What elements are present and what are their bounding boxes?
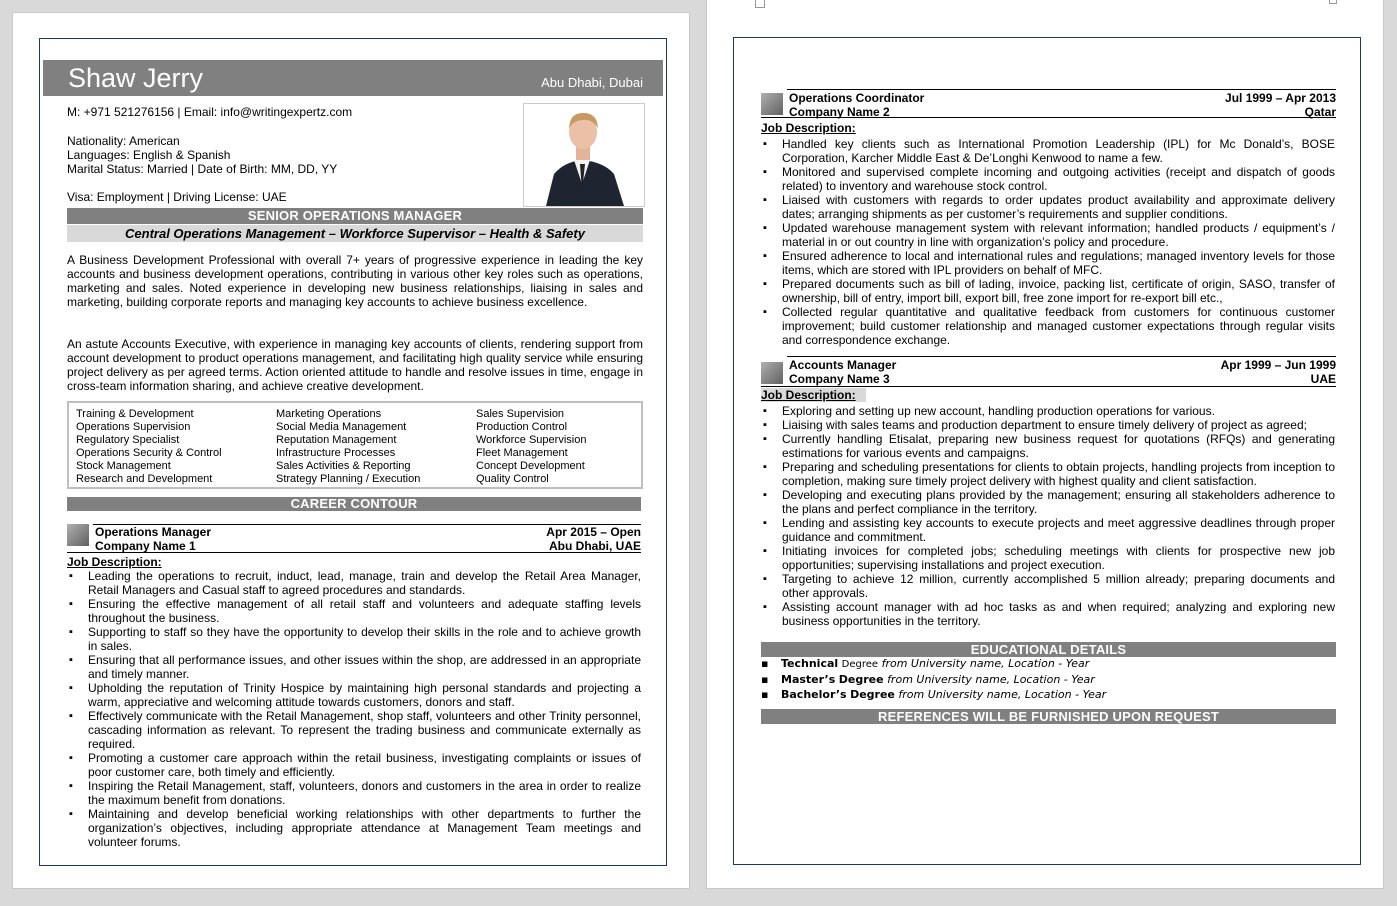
list-item: ▪ Collected regular quantitative and qualitative feedback from customers for continuous customer improvement; build customer relationship and managed customer expectations through regular visits and correspondence exchange. xyxy=(762,305,1335,347)
skill-item: Quality Control xyxy=(476,473,549,485)
job-header-1 xyxy=(67,524,641,554)
list-item: ▪ Ensuring the effective management of all retail staff and volunteers and adequate staffing levels throughout the business. xyxy=(68,597,641,625)
skill-item: Sales Activities & Reporting xyxy=(276,460,411,472)
list-item: ▪ Updated warehouse management system with relevant information; handled products / equipment’s / material in or out country in line with organization’s policy and procedure. xyxy=(762,221,1335,249)
summary-paragraph-1: A Business Development Professional with overall 7+ years of progressive experience in leading the key accounts and business development operations, contributing in various other key roles such as operations, marketing and sales. Noted experience in developing new business relationships, liaising in sales and marketing, building corporate reports and managing key accounts to achieve business excellence. xyxy=(67,253,643,309)
job-dates: Apr 1999 – Jun 1999 xyxy=(1220,358,1336,372)
list-item: ▪ Monitored and supervised complete incoming and outgoing activities (receipt and dispatch of goods related) to inventory and warehouse stock control. xyxy=(762,165,1335,193)
job-place: Abu Dhabi, UAE xyxy=(549,539,641,553)
resume-page-2 xyxy=(706,0,1384,889)
skill-item: Strategy Planning / Execution xyxy=(276,473,421,485)
education-list xyxy=(761,656,1106,702)
ruler-marker-icon xyxy=(1329,0,1337,4)
list-item: ▪ Assisting account manager with ad hoc tasks as and when required; analyzing and exploring new business opportunities in the territory. xyxy=(762,600,1335,628)
role-subtitle-bar: Central Operations Management – Workforce Supervisor – Health & Safety xyxy=(67,225,643,242)
marital-status: Marital Status: Married | Date of Birth: MM, DD, YY xyxy=(67,162,338,176)
job-dates: Apr 2015 – Open xyxy=(546,525,641,539)
list-item: ▪ Ensuring that all performance issues, and other issues within the shop, are addressed in an appropriate and timely manner. xyxy=(68,653,641,681)
skill-item: Production Control xyxy=(476,421,568,433)
education-heading-bar: EDUCATIONAL DETAILS xyxy=(761,642,1336,657)
candidate-location: Abu Dhabi, Dubai xyxy=(541,75,643,90)
list-item: ▪ Upholding the reputation of Trinity Hospice by maintaining high personal standards and projecting a warm, appreciative and welcoming attitude towards customers, donors and staff. xyxy=(68,681,641,709)
references-bar: REFERENCES WILL BE FURNISHED UPON REQUEST xyxy=(761,709,1336,724)
skill-item: Operations Supervision xyxy=(76,421,191,433)
list-item: ▪ Promoting a customer care approach within the retail business, investigating complaints or issues of poor customer care, both timely and efficiently. xyxy=(68,751,641,779)
job-company: Company Name 2 xyxy=(789,105,890,119)
nationality: Nationality: American xyxy=(67,134,180,148)
list-item: ▪ Exploring and setting up new account, handling production operations for various. xyxy=(762,404,1335,418)
job-title: Accounts Manager xyxy=(789,358,897,372)
skill-item: Reputation Management xyxy=(276,434,397,446)
job-marker-icon xyxy=(761,93,783,115)
languages: Languages: English & Spanish xyxy=(67,148,231,162)
skill-item: Workforce Supervision xyxy=(476,434,587,446)
job-2-bullets xyxy=(762,137,1335,347)
list-item: ▪ Supporting to staff so they have the opportunity to develop their skills in the role and to achieve growth in sales. xyxy=(68,625,641,653)
skill-item: Sales Supervision xyxy=(476,408,565,420)
skills-column-2 xyxy=(276,408,420,486)
job-header-3 xyxy=(761,356,1336,386)
skill-item: Regulatory Specialist xyxy=(76,434,180,446)
list-item: ▪ Lending and assisting key accounts to execute projects and meet aggressive deadlines through proper guidance and commitment. xyxy=(762,516,1335,544)
list-item: ▪ Developing and executing plans provided by the management; ensuring all stakeholders adherence to the plans and perfect compliance in the territory. xyxy=(762,488,1335,516)
list-item: ▪ Initiating invoices for completed jobs; scheduling meetings with clients for prospective new job opportunities; supervising installations and project execution. xyxy=(762,544,1335,572)
list-item: ▪ Effectively communicate with the Retail Management, shop staff, volunteers and other Trinity personnel, cascading information as relevant. To represent the trading business and communicate externally as required. xyxy=(68,709,641,751)
skill-item: Social Media Management xyxy=(276,421,407,433)
skill-item: Marketing Operations xyxy=(276,408,382,420)
job-company: Company Name 3 xyxy=(789,372,890,386)
skill-item: Concept Development xyxy=(476,460,585,472)
job-title: Operations Manager xyxy=(95,525,212,539)
job-title: Operations Coordinator xyxy=(789,91,925,105)
list-item: ▪ Leading the operations to recruit, induct, lead, manage, train and develop the Retail Area Manager, Retail Managers and Casual staff to agreed procedures and standards. xyxy=(68,569,641,597)
job-1-bullets xyxy=(68,569,641,849)
skills-column-1 xyxy=(76,408,222,486)
job-header-2 xyxy=(761,89,1336,119)
job-marker-icon xyxy=(761,362,783,384)
list-item: ▪ Preparing and scheduling presentations for clients to obtain projects, handling projects from inception to completion, making sure timely project delivery with highest quality and client satisfaction. xyxy=(762,460,1335,488)
skill-item: Stock Management xyxy=(76,460,171,472)
skill-item: Infrastructure Processes xyxy=(276,447,396,459)
candidate-name: Shaw Jerry xyxy=(68,63,204,93)
skill-item: Research and Development xyxy=(76,473,213,485)
resume-page-1 xyxy=(12,12,690,889)
list-item: ▪ Ensured adherence to local and international rules and regulations; managed inventory levels for those items, which are stored with IPL providers on behalf of MFC. xyxy=(762,249,1335,277)
job-description-label: Job Description: xyxy=(761,121,856,135)
list-item: ▪ Master’s Degree from University name, Location - Year xyxy=(761,672,1106,687)
list-item: ▪ Technical Degree from University name, Location - Year xyxy=(761,656,1106,672)
job-description-label: Job Description: xyxy=(67,555,162,569)
visa-info: Visa: Employment | Driving License: UAE xyxy=(67,190,287,204)
skill-item: Operations Security & Control xyxy=(76,447,222,459)
ruler-marker-icon xyxy=(755,0,765,8)
skills-box xyxy=(67,401,643,489)
list-item: ▪ Currently handling Etisalat, preparing new business request for quotations (RFQs) and generating estimations for various events and campaigns. xyxy=(762,432,1335,460)
role-title-bar: SENIOR OPERATIONS MANAGER xyxy=(67,208,643,224)
job-place: UAE xyxy=(1310,372,1336,386)
job-place: Qatar xyxy=(1304,105,1336,119)
list-item: ▪ Targeting to achieve 12 million, currently accomplished 5 million already; preparing documents and other approvals. xyxy=(762,572,1335,600)
name-header-bar xyxy=(43,60,663,96)
job-3-bullets xyxy=(762,404,1335,628)
career-heading-bar: CAREER CONTOUR xyxy=(67,497,641,511)
list-item: ▪ Inspiring the Retail Management, staff, volunteers, donors and customers in the area in order to realize the maximum benefit from donations. xyxy=(68,779,641,807)
job-dates: Jul 1999 – Apr 2013 xyxy=(1225,91,1336,105)
job-marker-icon xyxy=(67,524,89,546)
list-item: ▪ Bachelor’s Degree from University name, Location - Year xyxy=(761,687,1106,702)
profile-photo xyxy=(523,103,645,207)
skill-item: Training & Development xyxy=(76,408,194,420)
list-item: ▪ Prepared documents such as bill of lading, invoice, packing list, certificate of origin, SASO, transfer of ownership, bill of entry, import bill, export bill, free zone import for re-export bill etc., xyxy=(762,277,1335,305)
summary-paragraph-2: An astute Accounts Executive, with experience in managing key accounts of clients, rendering support from account development to product operations management, and facilitating high quality service while ensuring project delivery as per agreed terms. Action oriented attitude to handle and resolve issues in time, engage in cross-team information sharing, and achieve creative development. xyxy=(67,337,643,393)
list-item: ▪ Liaised with customers with regards to order updates product availability and approximate delivery dates; arranging shipments as per customer’s requirements and supplier conditions. xyxy=(762,193,1335,221)
job-description-label: Job Description: xyxy=(761,388,866,402)
list-item: ▪ Handled key clients such as International Promotion Leadership (IPL) for Mc Donald’s, BOSE Corporation, Karcher Middle East & De’Longhi Kenwood to name a few. xyxy=(762,137,1335,165)
job-company: Company Name 1 xyxy=(95,539,196,553)
skills-column-3 xyxy=(476,408,586,486)
contact-line: M: +971 521276156 | Email: info@writingexpertz.com xyxy=(67,105,353,119)
list-item: ▪ Liaising with sales teams and production department to ensure timely delivery of project as agreed; xyxy=(762,418,1335,432)
skill-item: Fleet Management xyxy=(476,447,568,459)
list-item: ▪ Maintaining and develop beneficial working relationships with other departments to further the organization’s objectives, including appropriate attendance at Management Team meetings and volunteer forums. xyxy=(68,807,641,849)
